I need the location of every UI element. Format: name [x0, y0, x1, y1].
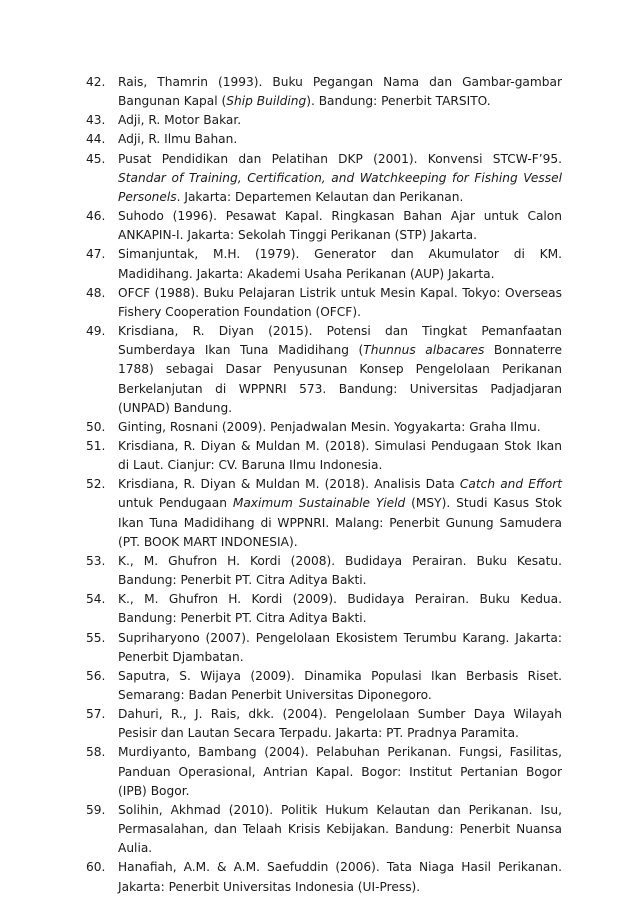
reference-text	[118, 152, 562, 204]
reference-number: 58.	[86, 745, 106, 760]
reference-text-segment: Pusat Pendidikan dan Pelatihan DKP (2001). Konvensi STCW-F’95.	[118, 151, 562, 166]
reference-text-segment: Adji, R. Ilmu Bahan.	[118, 132, 238, 147]
reference-item	[86, 111, 562, 130]
reference-italic-title: Maximum Sustainable Yield	[232, 496, 406, 511]
reference-number: 46.	[86, 209, 106, 224]
reference-number: 60.	[86, 860, 106, 875]
reference-text-segment: untuk Pendugaan	[118, 496, 233, 511]
reference-text	[118, 132, 237, 146]
reference-text-segment: Murdiyanto, Bambang (2004). Pelabuhan Perikanan. Fungsi, Fasilitas, Panduan Operasional, Antrian Kapal. Bogor: Institut Pertanian Bogor (IPB) Bogor.	[118, 745, 562, 798]
reference-number: 47.	[86, 247, 106, 262]
reference-text-segment: Saputra, S. Wijaya (2009). Dinamika Populasi Ikan Berbasis Riset. Semarang: Badan Penerbit Universitas Diponegoro.	[118, 668, 562, 702]
reference-text-segment: ). Bandung: Penerbit TARSITO.	[306, 94, 491, 109]
reference-italic-title: Thunnus albacares	[363, 343, 485, 358]
reference-italic-title: Ship Building	[226, 94, 307, 109]
reference-text-segment: Bonnaterre 1788) sebagai Dasar Penyusunan Konsep Pengelolaan Perikanan Berkelanjutan di WPPNRI 573. Bandung: Universitas Padjadjaran (UNPAD) Bandung.	[118, 343, 562, 415]
reference-text	[118, 113, 241, 127]
reference-item	[86, 629, 562, 667]
reference-item	[86, 150, 562, 207]
reference-text	[118, 707, 562, 740]
reference-text-segment: Solihin, Akhmad (2010). Politik Hukum Kelautan dan Perikanan. Isu, Permasalahan, dan Telaah Krisis Kebijakan. Bandung: Penerbit Nuansa Aulia.	[118, 802, 562, 856]
reference-number: 48.	[86, 285, 106, 300]
reference-text	[118, 477, 562, 548]
reference-item	[86, 437, 562, 475]
reference-item	[86, 130, 562, 149]
reference-text-segment: K., M. Ghufron H. Kordi (2008). Budidaya Perairan. Buku Kesatu. Bandung: Penerbit PT. Citra Aditya Bakti.	[118, 553, 562, 588]
reference-item	[86, 322, 562, 418]
reference-text	[118, 420, 541, 434]
reference-text-segment: Krisdiana, R. Diyan & Muldan M. (2018). Analisis Data	[118, 477, 460, 492]
reference-item	[86, 245, 562, 283]
reference-text-segment: Krisdiana, R. Diyan (2015). Potensi dan Tingkat Pemanfaatan Sumberdaya Ikan Tuna Madidihang (	[118, 324, 562, 358]
reference-item	[86, 552, 562, 590]
reference-item	[86, 667, 562, 705]
reference-item	[86, 743, 562, 800]
reference-italic-title: Standar of Training, Certification, and Watchkeeping for Fishing Vessel Personels	[118, 170, 562, 204]
reference-text	[118, 631, 562, 664]
reference-text	[118, 247, 562, 280]
reference-number: 53.	[86, 553, 106, 568]
reference-number: 42.	[86, 75, 106, 89]
reference-item	[86, 73, 562, 111]
reference-number: 59.	[86, 802, 106, 817]
reference-text-segment: Dahuri, R., J. Rais, dkk. (2004). Pengelolaan Sumber Daya Wilayah Pesisir dan Lautan Secara Terpadu. Jakarta: PT. Pradnya Paramita.	[118, 707, 562, 741]
reference-number: 52.	[86, 477, 106, 492]
reference-number: 49.	[86, 324, 106, 339]
reference-number: 54.	[86, 592, 106, 607]
reference-text-segment: Adji, R. Motor Bakar.	[118, 113, 242, 128]
reference-item	[86, 801, 562, 858]
reference-number: 51.	[86, 438, 106, 453]
reference-item	[86, 284, 562, 322]
reference-item	[86, 705, 562, 743]
reference-text	[118, 209, 562, 242]
reference-text	[118, 439, 562, 472]
reference-item	[86, 475, 562, 552]
reference-text-segment: Supriharyono (2007). Pengelolaan Ekosistem Terumbu Karang. Jakarta: Penerbit Djambatan.	[118, 630, 562, 664]
reference-number: 43.	[86, 113, 106, 128]
reference-text	[118, 75, 562, 108]
reference-text	[118, 860, 562, 893]
reference-number: 44.	[86, 132, 106, 147]
reference-number: 50.	[86, 419, 106, 434]
reference-text	[118, 745, 562, 797]
reference-text-segment: Simanjuntak, M.H. (1979). Generator dan Akumulator di KM. Madidihang. Jakarta: Akademi Usaha Perikanan (AUP) Jakarta.	[118, 247, 562, 281]
reference-text-segment: (MSY). Studi Kasus Stok Ikan Tuna Madidihang di WPPNRI. Malang: Penerbit Gunung Samudera (PT. BOOK MART INDONESIA).	[118, 496, 562, 549]
reference-item	[86, 207, 562, 245]
reference-item	[86, 590, 562, 628]
reference-text	[118, 324, 562, 415]
reference-text	[118, 554, 562, 587]
reference-text	[118, 803, 562, 855]
reference-number: 57.	[86, 707, 106, 722]
reference-text-segment: Suhodo (1996). Pesawat Kapal. Ringkasan Bahan Ajar untuk Calon ANKAPIN-I. Jakarta: Sekolah Tinggi Perikanan (STP) Jakarta.	[118, 209, 562, 243]
reference-list	[86, 73, 562, 897]
reference-text	[118, 669, 562, 702]
reference-text-segment: Hanafiah, A.M. & A.M. Saefuddin (2006). Tata Niaga Hasil Perikanan. Jakarta: Penerbit Universitas Indonesia (UI-Press).	[118, 860, 562, 894]
reference-item	[86, 418, 562, 437]
reference-item	[86, 858, 562, 896]
reference-number: 45.	[86, 151, 106, 166]
reference-text-segment: OFCF (1988). Buku Pelajaran Listrik untuk Mesin Kapal. Tokyo: Overseas Fishery Cooperation Foundation (OFCF).	[118, 285, 562, 319]
reference-text-segment: K., M. Ghufron H. Kordi (2009). Budidaya Perairan. Buku Kedua. Bandung: Penerbit PT. Citra Aditya Bakti.	[118, 592, 562, 626]
reference-italic-title: Catch and Effort	[459, 477, 562, 492]
reference-text-segment: Ginting, Rosnani (2009). Penjadwalan Mesin. Yogyakarta: Graha Ilmu.	[118, 419, 541, 434]
reference-text-segment: . Jakarta: Departemen Kelautan dan Perikanan.	[176, 189, 464, 204]
reference-number: 55.	[86, 630, 106, 645]
reference-text-segment: Krisdiana, R. Diyan & Muldan M. (2018). Simulasi Pendugaan Stok Ikan di Laut. Cianjur: CV. Baruna Ilmu Indonesia.	[118, 438, 562, 473]
reference-text-segment: Rais, Thamrin (1993). Buku Pegangan Nama dan Gambar-gambar Bangunan Kapal (	[118, 75, 562, 109]
reference-text	[118, 286, 562, 319]
reference-text	[118, 592, 562, 625]
reference-number: 56.	[86, 668, 106, 683]
